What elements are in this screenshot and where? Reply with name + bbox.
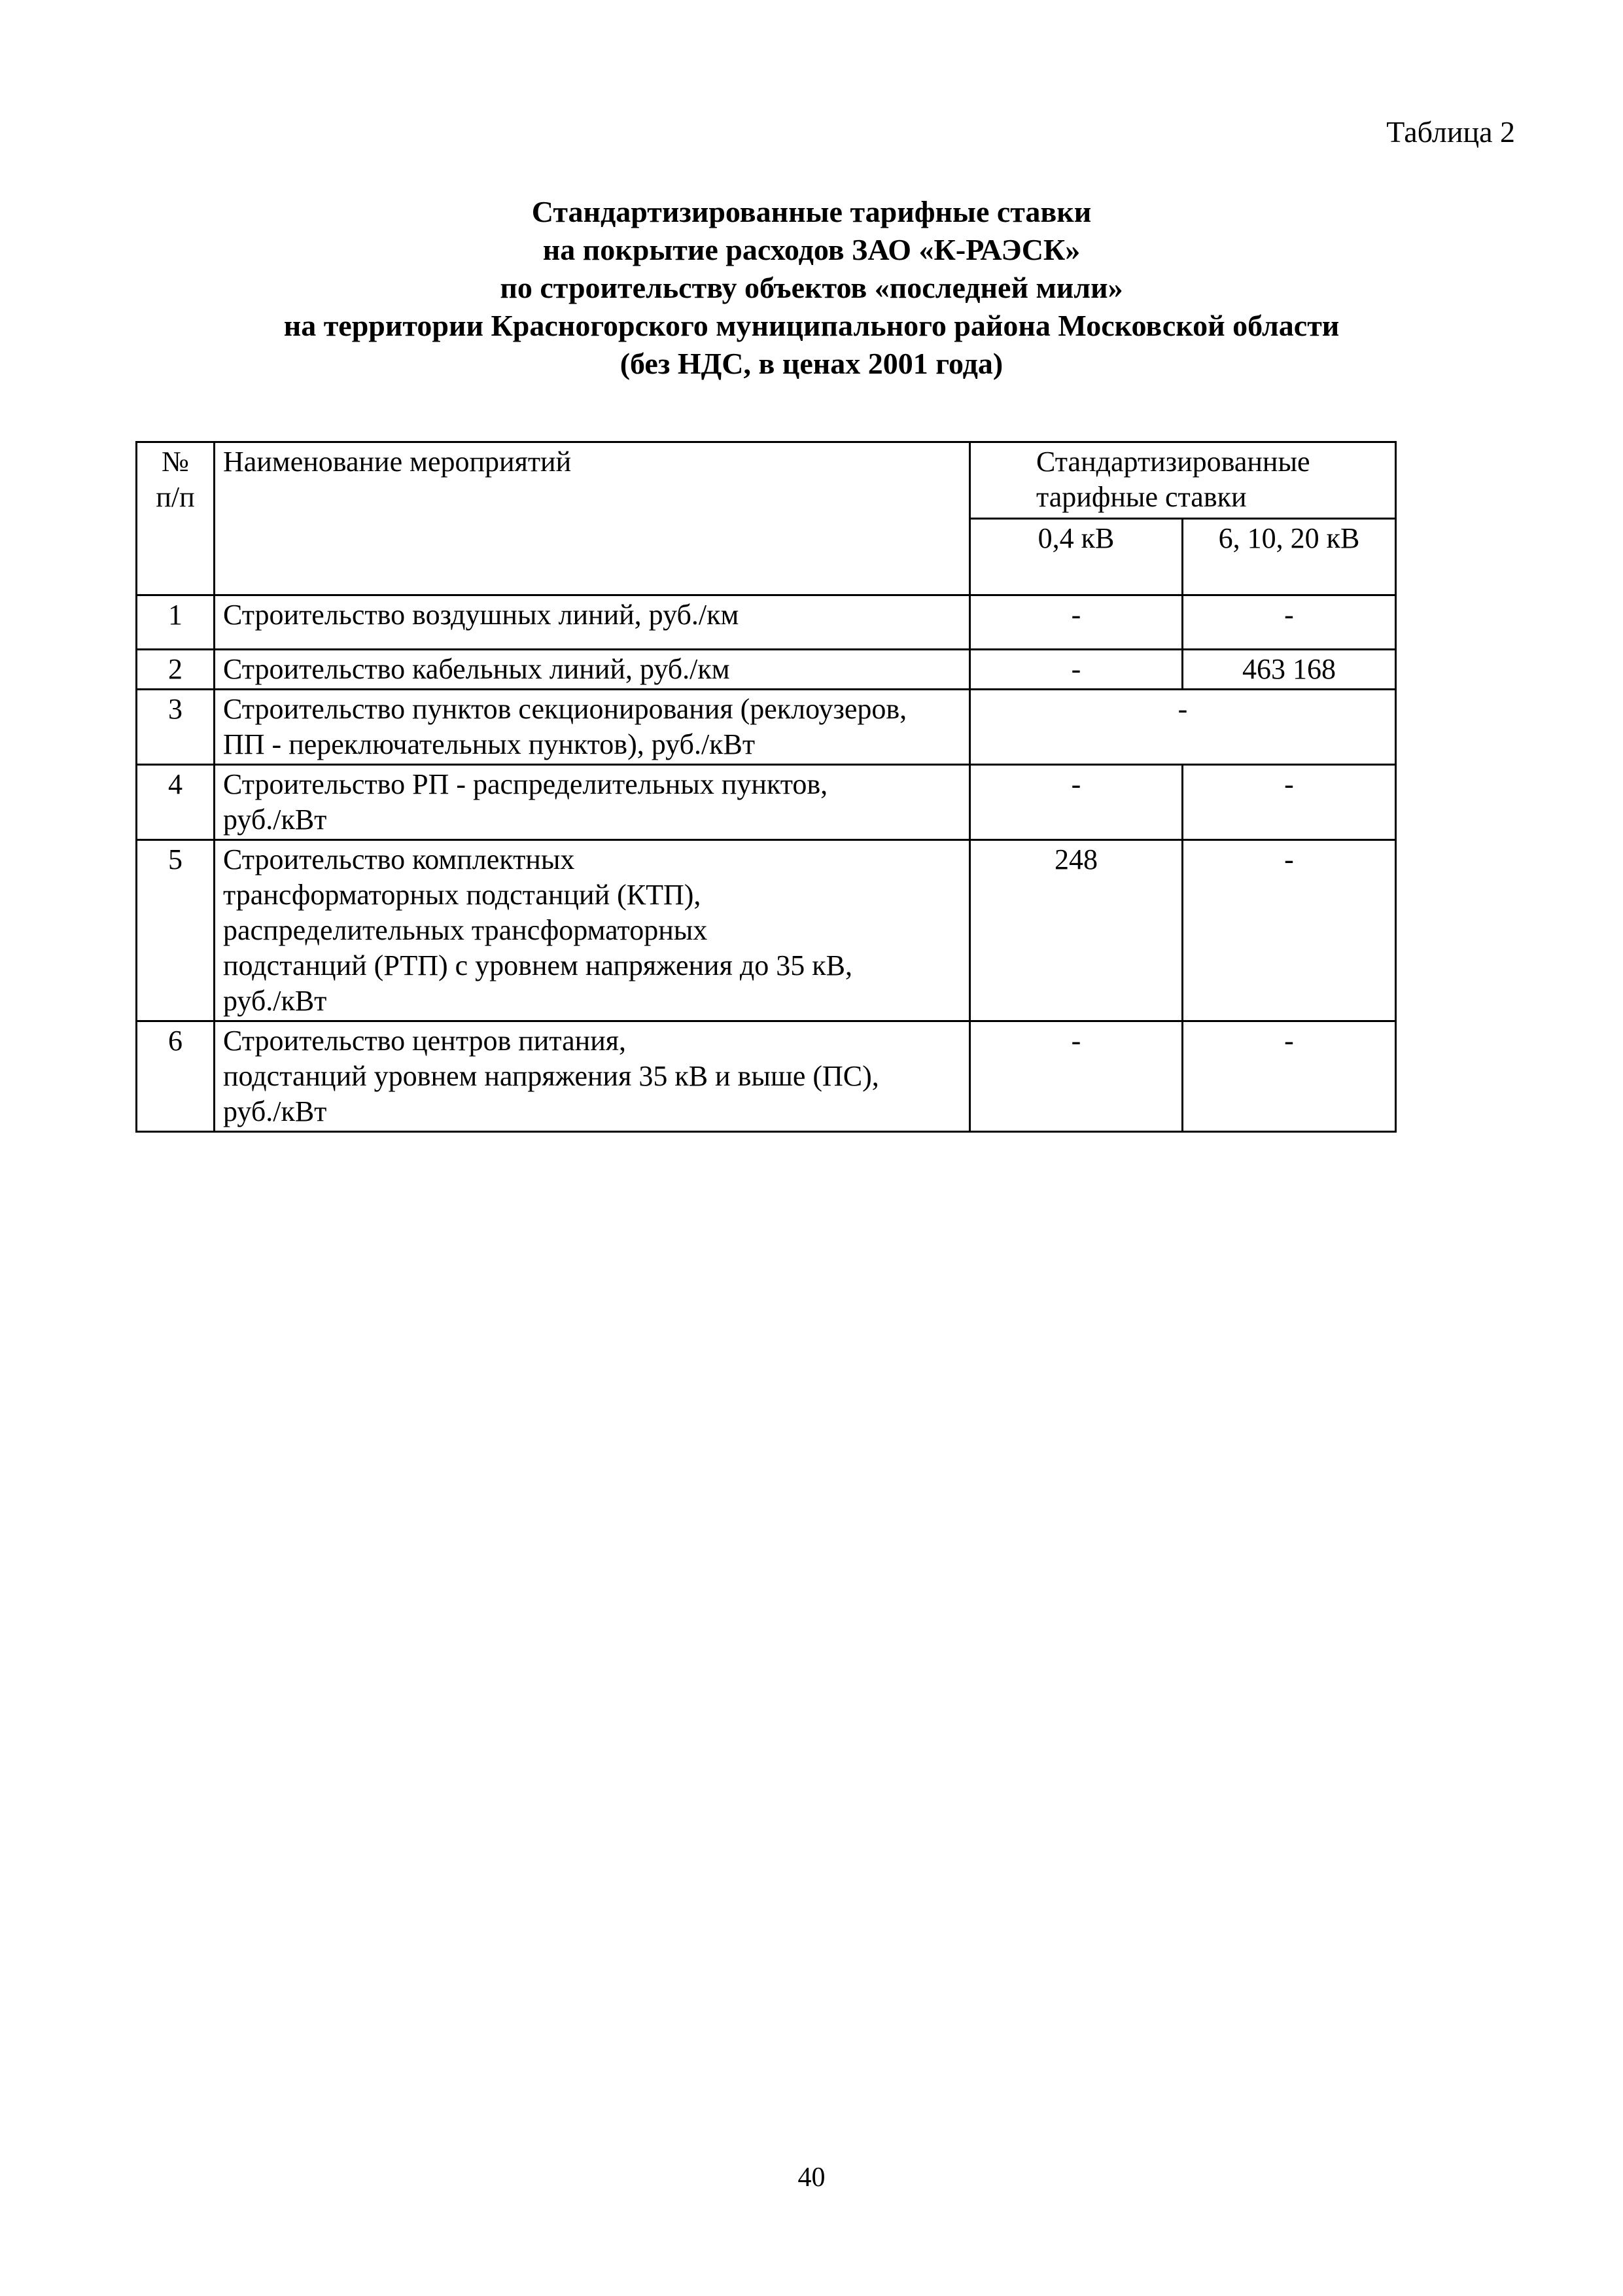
- title-line: (без НДС, в ценах 2001 года): [620, 347, 1003, 380]
- row-name: Строительство кабельных линий, руб./км: [215, 650, 970, 690]
- row-num: 4: [137, 765, 215, 840]
- table-row: [137, 840, 1396, 1021]
- row-merged-rate: -: [970, 690, 1396, 765]
- header-high-voltage: 6, 10, 20 кВ: [1183, 519, 1396, 595]
- row-name: Строительство комплектных трансформаторных подстанций (КТП), распределительных трансформаторных подстанций (РТП) с уровнем напряжения до 35 кВ, руб./кВт: [215, 840, 970, 1021]
- header-num: № п/п: [137, 442, 215, 595]
- table-row: [137, 650, 1396, 690]
- row-low-voltage: -: [970, 765, 1183, 840]
- row-num: 3: [137, 690, 215, 765]
- row-high-voltage: -: [1183, 1021, 1396, 1132]
- table-row: [137, 595, 1396, 650]
- header-name: Наименование мероприятий: [215, 442, 970, 595]
- title-line: на территории Красногорского муниципального района Московской области: [283, 309, 1340, 342]
- row-high-voltage: -: [1183, 595, 1396, 650]
- title-line: по строительству объектов «последней мили»: [500, 271, 1123, 304]
- row-name: Строительство пунктов секционирования (реклоузеров, ПП - переключательных пунктов), руб./кВт: [215, 690, 970, 765]
- row-high-voltage: 463 168: [1183, 650, 1396, 690]
- table-row: [137, 690, 1396, 765]
- row-high-voltage: -: [1183, 765, 1396, 840]
- row-low-voltage: -: [970, 1021, 1183, 1132]
- row-low-voltage: 248: [970, 840, 1183, 1021]
- page-number: 40: [797, 2163, 826, 2193]
- row-name: Строительство воздушных линий, руб./км: [215, 595, 970, 650]
- table-row: [137, 765, 1396, 840]
- header-rates: Стандартизированные тарифные ставки: [970, 442, 1396, 519]
- row-high-voltage: -: [1183, 840, 1396, 1021]
- table-row: [137, 1021, 1396, 1132]
- tariff-table: [135, 441, 1397, 1133]
- header-low-voltage: 0,4 кВ: [970, 519, 1183, 595]
- title-line: Стандартизированные тарифные ставки: [531, 195, 1092, 228]
- row-num: 2: [137, 650, 215, 690]
- document-title: [0, 193, 1623, 383]
- row-name: Строительство РП - распределительных пунктов, руб./кВт: [215, 765, 970, 840]
- row-num: 5: [137, 840, 215, 1021]
- row-num: 6: [137, 1021, 215, 1132]
- table-label: Таблица 2: [1386, 115, 1515, 149]
- header-row: [137, 442, 1396, 519]
- row-low-voltage: -: [970, 595, 1183, 650]
- row-name: Строительство центров питания, подстанций уровнем напряжения 35 кВ и выше (ПС), руб./кВт: [215, 1021, 970, 1132]
- title-line: на покрытие расходов ЗАО «К-РАЭСК»: [542, 233, 1081, 266]
- row-num: 1: [137, 595, 215, 650]
- row-low-voltage: -: [970, 650, 1183, 690]
